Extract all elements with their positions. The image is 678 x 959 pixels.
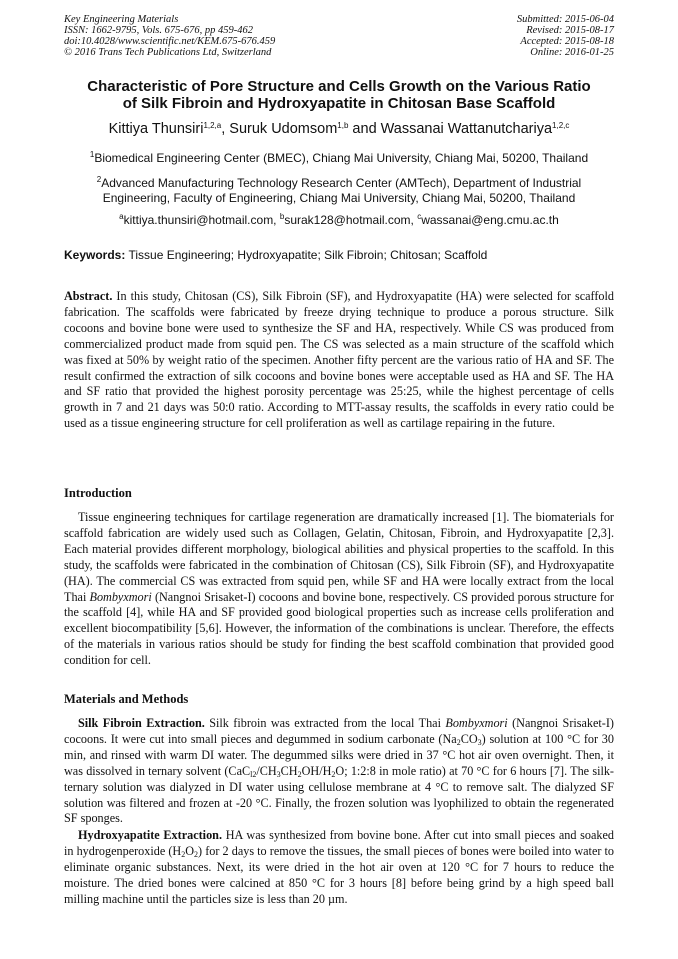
sf-subscript: 2	[297, 769, 302, 779]
affiliation-2-line-1: Advanced Manufacturing Technology Research Center (AMTech), Department of Industrial	[101, 176, 582, 190]
author-2: Suruk Udomsom	[229, 121, 338, 137]
author-3-sup: 1,2,c	[552, 121, 570, 130]
paper-title	[40, 78, 638, 112]
sf-subscript: l2	[250, 769, 257, 779]
ha-label: Hydroxyapatite Extraction.	[78, 828, 222, 842]
journal-header	[64, 14, 275, 58]
journal-issn: ISSN: 1662-9795, Vols. 675-676, pp 459-462	[64, 25, 253, 36]
silk-fibroin-paragraph	[64, 716, 614, 827]
dates-header	[517, 14, 614, 58]
title-line-2: of Silk Fibroin and Hydroxyapatite in Chitosan Base Scaffold	[122, 95, 556, 112]
keywords-text: Tissue Engineering; Hydroxyapatite; Silk Fibroin; Chitosan; Scaffold	[125, 248, 488, 262]
affiliation-1	[40, 151, 638, 166]
keywords	[64, 248, 616, 262]
sf-text: OH/H	[301, 763, 332, 778]
introduction-heading: Introduction	[64, 486, 132, 500]
author-separator: ,	[221, 121, 230, 137]
sf-text: O; 1:2:8 in mole ratio) at 70 °C for 6 hours [7]. The silk-ternary solution was dialyzed in DI water using cellulose membrane at 4 °C to remove salt. The dialyzed SF solution was filtered and frozen at -20 °C. Finally, the frozen solution was lyophilized to obtain the regenerated SF sponges.	[64, 763, 614, 826]
date-submitted: Submitted: 2015-06-04	[516, 14, 614, 25]
intro-species: Bombyxmori	[89, 589, 152, 604]
hydroxyapatite-paragraph	[64, 828, 614, 908]
keywords-label: Keywords:	[64, 248, 126, 262]
sf-text: ) solution at 100 °C for 30 min, and rinsed with warm DI water. The degummed silks were dried in 37 °C hot air oven overnight. Then, it was dissolved in ternary solvent (CaC	[64, 731, 614, 778]
sf-label: Silk Fibroin Extraction.	[78, 716, 205, 730]
author-1: Kittiya Thunsiri	[108, 121, 204, 137]
sf-text: (Nangnoi Srisaket-I) cocoons. It were cut into small pieces and degummed in sodium carbonate (Na	[64, 716, 614, 746]
sf-text: Silk fibroin was extracted from the local Thai	[204, 716, 446, 730]
date-accepted: Accepted: 2015-08-18	[520, 36, 614, 47]
author-emails	[40, 213, 638, 227]
author-2-sup: 1,b	[337, 121, 349, 130]
sf-text: CO	[460, 731, 478, 746]
sf-text: /CH	[256, 763, 277, 778]
sf-subscript: 2	[456, 737, 461, 747]
affiliation-2-num: 2	[96, 175, 102, 184]
ha-subscript: 2	[194, 849, 199, 859]
ha-text: ) for 2 days to remove the tissues, the small pieces of bones were boiled into water to eliminate organic substances. Next, its were dried in the hot air oven at 120 °C for 7 hours to reduce the moisture. The dried bones were calcined at 850 °C for 3 hours [8] before being grind by a high speed ball milling machine until the particles size is less than 20 µm.	[64, 843, 614, 906]
author-separator: and	[348, 121, 381, 137]
introduction-paragraph	[64, 510, 614, 669]
sf-subscript: 3	[477, 737, 482, 747]
sf-text: CH	[280, 763, 298, 778]
author-list	[20, 120, 658, 138]
sf-subscript: 2	[331, 769, 336, 779]
date-revised: Revised: 2015-08-17	[526, 25, 614, 36]
ha-text: HA was synthesized from bovine bone. After cut into small pieces and soaked in hydrogenperoxide (H	[64, 828, 615, 858]
journal-doi[interactable]: doi:10.4028/www.scientific.net/KEM.675-676.459	[64, 36, 276, 47]
email-c[interactable]: wassanai@eng.cmu.ac.th	[421, 213, 559, 227]
abstract	[64, 289, 614, 432]
email-a[interactable]: kittiya.thunsiri@hotmail.com,	[123, 213, 280, 227]
ha-subscript: 2	[181, 849, 186, 859]
journal-name: Key Engineering Materials	[64, 14, 179, 25]
ha-text: O	[185, 843, 195, 858]
affiliation-1-text: Biomedical Engineering Center (BMEC), Chiang Mai University, Chiang Mai, 50200, Thailand	[94, 151, 589, 165]
date-online: Online: 2016-01-25	[530, 47, 614, 58]
abstract-label: Abstract.	[64, 289, 113, 303]
email-b[interactable]: surak128@hotmail.com,	[284, 213, 418, 227]
affiliation-2	[40, 176, 638, 206]
affiliation-1-num: 1	[89, 150, 95, 159]
email-a-sup: a	[119, 212, 124, 221]
email-b-sup: b	[279, 212, 285, 221]
sf-species: Bombyxmori	[445, 716, 508, 730]
intro-text-2: (Nangnoi Srisaket-I) cocoons and bovine bone, respectively. CS provided porous structure for the scaffold [4], while HA and SF provided good biological properties such as increase cells proliferation and excellent biocompatibility [5,6]. However, the information of the combinations is unclear. Therefore, the effects of the materials in various ratios should be study for finding the best scaffold combination that provided good condition for cell.	[64, 589, 614, 668]
journal-copyright: © 2016 Trans Tech Publications Ltd, Switzerland	[64, 47, 272, 58]
author-1-sup: 1,2,a	[203, 121, 222, 130]
email-c-sup: c	[417, 212, 422, 221]
methods-heading: Materials and Methods	[64, 692, 189, 706]
author-3: Wassanai Wattanutchariya	[380, 121, 553, 137]
abstract-text: In this study, Chitosan (CS), Silk Fibroin (SF), and Hydroxyapatite (HA) were selected for scaffold fabrication. The scaffolds were fabricated by freeze drying technique to produce a porous structure. Silk cocoons and bovine bone were used to synthesize the SF and HA, respectively. While CS was produced from commercialized product made from squid pen. The CS was selected as a main structure of the scaffold which was fixed at 50% by weight ratio of the specimen. Another fifty percent are the various ratio of HA and SF. The result confirmed the extraction of silk cocoons and bovine bones were acceptable used as HA and SF. The HA and SF ratio that provided the highest porosity percentage was 25:25, while the highest percentage of cells growth in 7 and 21 days was 50:0 ratio. According to MTT-assay results, the scaffolds in every ratio could be used as a tissue engineering structure for cell proliferation as well as cartilage repairing in the future.	[64, 289, 614, 431]
affiliation-2-line-2: Engineering, Faculty of Engineering, Chiang Mai University, Chiang Mai, 50200, Thailand	[102, 191, 576, 205]
sf-subscript: 3	[276, 769, 281, 779]
title-line-1: Characteristic of Pore Structure and Cells Growth on the Various Ratio	[87, 78, 591, 95]
intro-text-1: Tissue engineering techniques for cartilage regeneration are dramatically increased [1]. The biomaterials for scaffold fabrication are widely used such as Collagen, Gelatin, Chitosan, Fibroin, and Hydroxyapatite [2,3]. Each material provides different morphology, biological abilities and physical properties to the scaffold. In this study, the scaffolds were fabricated in the combination of Chitosan (CS), Silk Fibroin (SF), and Hydroxyapatite (HA). The commercial CS was extracted from squid pen, while SF and HA were locally extract from the local Thai	[64, 510, 614, 604]
